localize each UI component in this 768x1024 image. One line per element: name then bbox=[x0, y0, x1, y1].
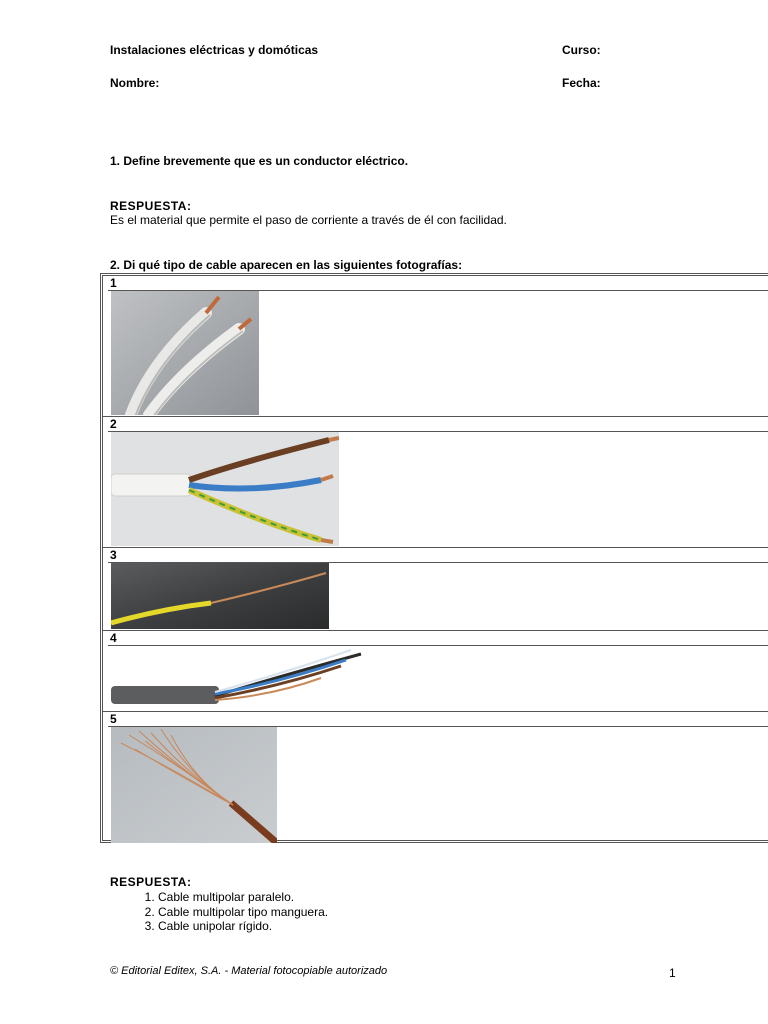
response-label-1: RESPUESTA: bbox=[110, 199, 192, 213]
grey-multiwire-cable-photo bbox=[111, 646, 373, 710]
row-number: 1 bbox=[110, 276, 117, 290]
row-divider bbox=[103, 711, 768, 712]
photo-table bbox=[100, 273, 768, 843]
list-item: 3. Cable unipolar rígido. bbox=[158, 919, 328, 934]
parallel-white-cable-photo bbox=[111, 291, 259, 415]
row-number: 4 bbox=[110, 631, 117, 645]
table-row bbox=[103, 547, 768, 630]
footer-copyright: © Editorial Editex, S.A. - Material fotocopiable autorizado bbox=[110, 965, 388, 977]
row-number: 2 bbox=[110, 417, 117, 431]
table-row bbox=[103, 276, 768, 416]
table-row bbox=[103, 630, 768, 711]
fecha-label: Fecha: bbox=[562, 76, 601, 90]
subject-title: Instalaciones eléctricas y domóticas bbox=[110, 43, 319, 57]
table-row bbox=[103, 416, 768, 547]
row-number: 5 bbox=[110, 712, 117, 726]
response-text-1: Es el material que permite el paso de corriente a través de él con facilidad. bbox=[110, 213, 507, 227]
answer-list bbox=[110, 890, 328, 934]
row-divider bbox=[103, 547, 768, 548]
row-number: 3 bbox=[110, 548, 117, 562]
list-item: 2. Cable multipolar tipo manguera. bbox=[158, 905, 328, 920]
list-item: 1. Cable multipolar paralelo. bbox=[158, 890, 328, 905]
yellow-single-wire-photo bbox=[111, 563, 329, 629]
table-row bbox=[103, 711, 768, 843]
question-1: 1. Define brevemente que es un conductor eléctrico. bbox=[110, 154, 409, 168]
row-divider bbox=[103, 416, 768, 417]
row-divider bbox=[103, 630, 768, 631]
curso-label: Curso: bbox=[562, 43, 601, 57]
nombre-label: Nombre: bbox=[110, 76, 160, 90]
question-2: 2. Di qué tipo de cable aparecen en las siguientes fotografías: bbox=[110, 258, 463, 272]
three-wire-hose-cable-photo bbox=[111, 432, 339, 546]
page-number: 1 bbox=[669, 966, 676, 980]
response-label-2: RESPUESTA: bbox=[110, 875, 192, 889]
copper-strands-wire-photo bbox=[111, 727, 277, 843]
